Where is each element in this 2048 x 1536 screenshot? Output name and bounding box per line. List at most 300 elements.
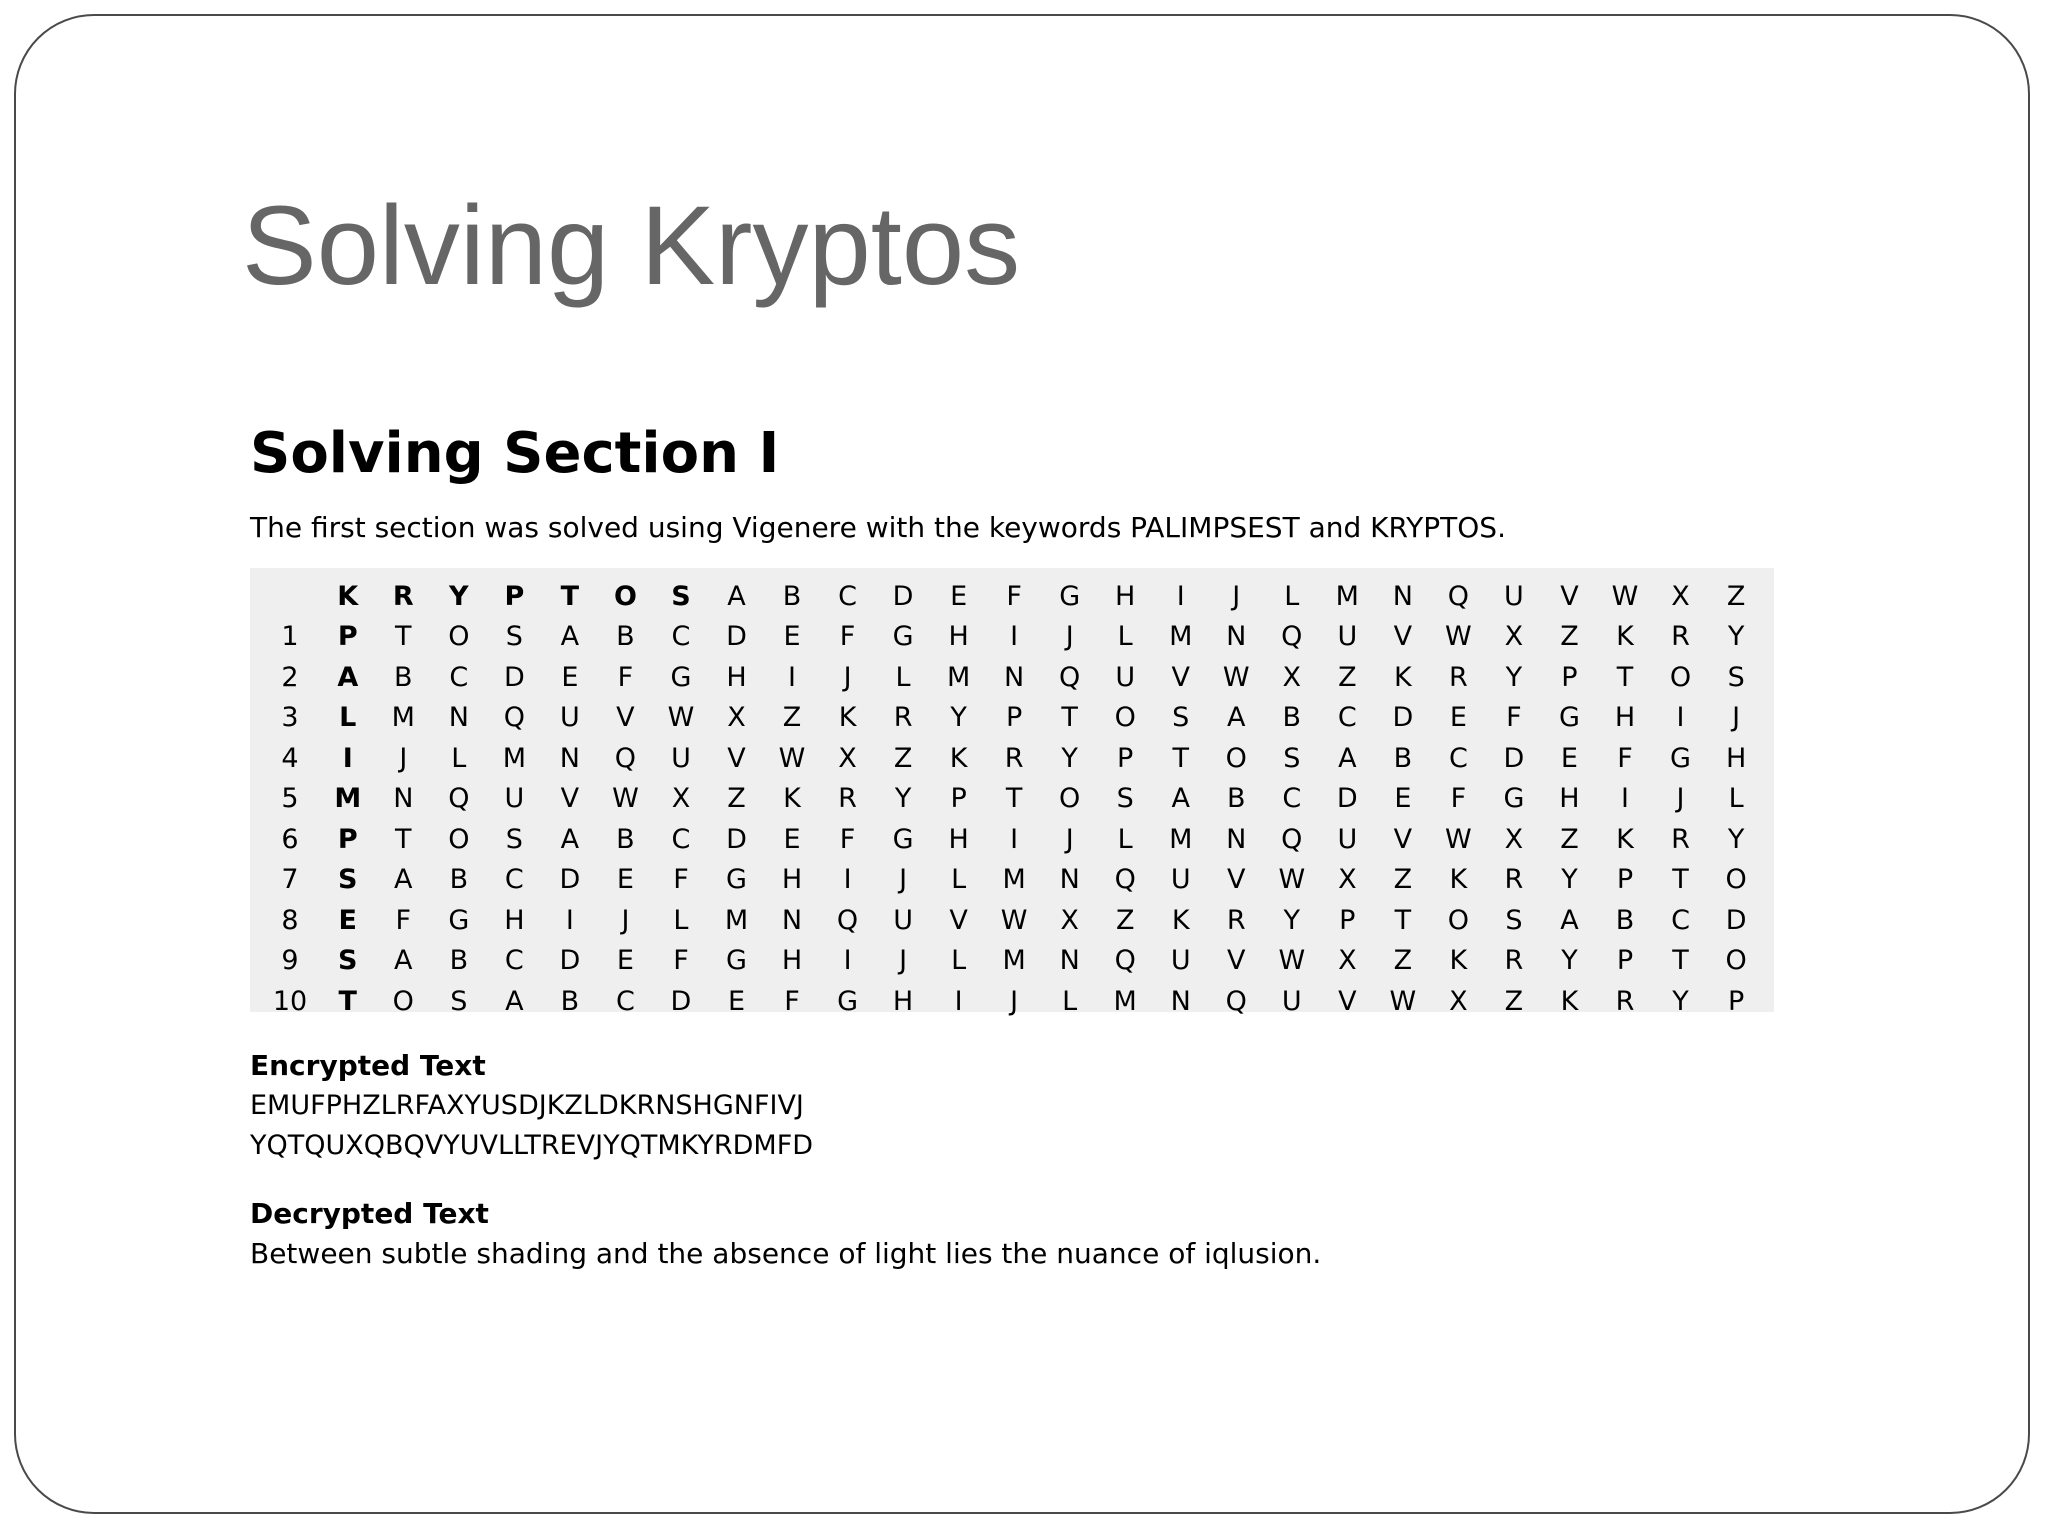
tableau-cell: O	[1669, 661, 1692, 693]
tableau-cell: X	[1449, 985, 1468, 1017]
tableau-cell: D	[503, 661, 525, 693]
tableau-cell: E	[616, 864, 634, 896]
tableau-cell: Q	[1225, 985, 1247, 1017]
tableau-row-number: 7	[281, 864, 299, 896]
tableau-cell: M	[1002, 945, 1026, 977]
tableau-cell: T	[395, 823, 412, 855]
tableau-body	[260, 576, 1764, 1022]
tableau-cell: Q	[1059, 661, 1081, 693]
tableau-cell: N	[559, 742, 580, 774]
tableau-cell: Q	[448, 783, 470, 815]
tableau-header-cell: P	[504, 580, 525, 612]
tableau-cell: R	[1504, 864, 1524, 896]
tableau-row	[260, 819, 1764, 860]
tableau-cell: I	[843, 945, 852, 977]
tableau-cell: Q	[1281, 621, 1303, 653]
tableau-cell: F	[617, 661, 634, 693]
tableau-cell: F	[1450, 783, 1467, 815]
tableau-cell: C	[504, 945, 524, 977]
tableau-cell: Y	[1061, 742, 1078, 774]
tableau-cell: G	[726, 864, 747, 896]
tableau-cell: G	[1558, 702, 1580, 734]
tableau-cell: T	[1672, 945, 1689, 977]
tableau-cell: M	[946, 661, 971, 693]
encrypted-text-label: Encrypted Text	[250, 1049, 486, 1082]
tableau-cell: M	[502, 742, 526, 774]
tableau-cell: V	[727, 742, 746, 774]
tableau-cell: J	[1732, 702, 1741, 734]
tableau-key-letter: T	[338, 985, 357, 1017]
tableau-cell: Y	[1283, 904, 1301, 936]
vigenere-tableau	[250, 568, 1774, 1017]
tableau-cell: B	[560, 985, 580, 1017]
tableau-cell: L	[673, 904, 689, 936]
tableau-cell: D	[1392, 702, 1414, 734]
tableau-cell: I	[1676, 702, 1685, 734]
tableau-header-cell: G	[1059, 580, 1081, 612]
tableau-cell: O	[1725, 864, 1747, 896]
tableau-cell: H	[726, 661, 747, 693]
tableau-header-cell: J	[1232, 580, 1241, 612]
tableau-cell: G	[1670, 742, 1691, 774]
tableau-cell: I	[1621, 783, 1629, 815]
tableau-cell: L	[895, 661, 911, 693]
tableau-cell: W	[1445, 621, 1472, 653]
tableau-cell: C	[449, 661, 469, 693]
tableau-cell: F	[784, 985, 800, 1017]
tableau-row	[260, 738, 1764, 779]
tableau-cell: W	[1445, 823, 1472, 855]
tableau-cell: R	[1004, 742, 1024, 774]
tableau-cell: E	[561, 661, 579, 693]
tableau-cell: B	[449, 945, 469, 977]
tableau-cell: B	[1227, 783, 1246, 815]
tableau-row	[260, 698, 1764, 739]
tableau-cell: C	[671, 621, 691, 653]
tableau-cell: O	[448, 621, 470, 653]
tableau-cell: D	[559, 945, 581, 977]
tableau-cell: A	[505, 985, 524, 1017]
tableau-cell: P	[1339, 904, 1356, 936]
slide-content	[250, 416, 1850, 1274]
tableau-cell: O	[1225, 742, 1247, 774]
tableau-cell: M	[1169, 621, 1193, 653]
tableau-header-cell: V	[1560, 580, 1579, 612]
tableau-cell: E	[1449, 702, 1467, 734]
tableau-cell: J	[1065, 621, 1074, 653]
tableau-cell: E	[727, 985, 746, 1017]
tableau-cell: H	[892, 985, 914, 1017]
tableau-cell: X	[1338, 864, 1357, 896]
intro-text: The first section was solved using Vigenere with the keywords PALIMPSEST and KRYPTOS.	[250, 511, 1506, 544]
tableau-cell: M	[1169, 823, 1193, 855]
tableau-cell: Z	[1115, 904, 1135, 936]
tableau-cell: D	[726, 823, 747, 855]
tableau-cell: O	[1725, 945, 1747, 977]
tableau-row	[260, 900, 1764, 941]
tableau-cell: X	[838, 742, 857, 774]
tableau-cell: P	[1117, 742, 1134, 774]
tableau-cell: Q	[503, 702, 525, 734]
tableau-header-cell: M	[1335, 580, 1359, 612]
tableau-cell: H	[948, 621, 969, 653]
tableau-row-number: 9	[281, 945, 299, 977]
tableau-header-cell: T	[560, 580, 580, 612]
tableau-cell: E	[783, 621, 801, 653]
tableau-row-number: 5	[281, 783, 299, 815]
tableau-cell: W	[1278, 945, 1306, 977]
tableau-row	[260, 617, 1764, 658]
tableau-cell: Z	[1338, 661, 1357, 693]
tableau-cell: N	[393, 783, 414, 815]
tableau-cell: H	[948, 823, 969, 855]
tableau-cell: Q	[614, 742, 637, 774]
tableau-cell: I	[1010, 823, 1019, 855]
tableau-cell: X	[1504, 621, 1524, 653]
tableau-cell: Q	[836, 904, 859, 936]
tableau-cell: L	[1728, 783, 1744, 815]
tableau-cell: M	[724, 904, 749, 936]
tableau-cell: J	[843, 661, 852, 693]
tableau-cell: T	[1394, 904, 1412, 936]
tableau-header-cell: L	[1284, 580, 1300, 612]
tableau-cell: Y	[1727, 823, 1745, 855]
tableau-key-letter: S	[338, 945, 358, 977]
tableau-cell: B	[616, 621, 635, 653]
tableau-cell: D	[1725, 904, 1747, 936]
tableau-row-number: 6	[281, 823, 299, 855]
tableau-corner	[260, 576, 320, 617]
tableau-cell: Z	[1393, 864, 1413, 896]
tableau-cell: A	[1338, 742, 1357, 774]
tableau-header-cell: A	[727, 580, 746, 612]
tableau-cell: S	[1116, 783, 1134, 815]
tableau-cell: K	[1560, 985, 1579, 1017]
tableau-cell: B	[1282, 702, 1302, 734]
tableau-cell: R	[838, 783, 857, 815]
tableau-cell: H	[1725, 742, 1747, 774]
tableau-cell: F	[673, 864, 689, 896]
section-heading: Solving Section I	[250, 421, 780, 486]
tableau-cell: O	[1059, 783, 1081, 815]
tableau-cell: C	[1337, 702, 1357, 734]
tableau-cell: S	[450, 985, 468, 1017]
tableau-cell: N	[1059, 945, 1080, 977]
tableau-cell: A	[1227, 702, 1246, 734]
tableau-cell: Z	[1393, 945, 1413, 977]
tableau-cell: Z	[1560, 621, 1579, 653]
tableau-cell: U	[893, 904, 913, 936]
tableau-cell: C	[1671, 904, 1690, 936]
tableau-cell: B	[1393, 742, 1413, 774]
tableau-header-cell: Y	[449, 580, 469, 612]
tableau-cell: W	[778, 742, 806, 774]
encrypted-line-2: YQTQUXQBQVYUVLLTREVJYQTMKYRDMFD	[250, 1130, 814, 1161]
tableau-cell: S	[1283, 742, 1301, 774]
tableau-cell: Y	[1505, 661, 1523, 693]
tableau-table	[260, 576, 1764, 1022]
tableau-header-cell: Z	[1726, 580, 1746, 612]
tableau-cell: U	[1115, 661, 1136, 693]
tableau-cell: J	[621, 904, 630, 936]
tableau-cell: B	[616, 823, 635, 855]
tableau-row-number: 2	[281, 661, 299, 693]
tableau-cell: S	[1172, 702, 1190, 734]
tableau-cell: R	[1504, 945, 1524, 977]
tableau-cell: N	[1004, 661, 1025, 693]
tableau-cell: Y	[1727, 621, 1745, 653]
tableau-cell: X	[1282, 661, 1302, 693]
tableau-cell: V	[1227, 945, 1246, 977]
tableau-cell: K	[1449, 864, 1468, 896]
tableau-row-number: 1	[281, 621, 299, 653]
tableau-cell: N	[1170, 985, 1191, 1017]
tableau-cell: E	[1560, 742, 1578, 774]
tableau-cell: Z	[1504, 985, 1524, 1017]
tableau-cell: L	[1062, 985, 1078, 1017]
tableau-cell: U	[1281, 985, 1302, 1017]
tableau-cell: T	[1172, 742, 1189, 774]
tableau-row	[260, 981, 1764, 1022]
tableau-cell: R	[1449, 661, 1468, 693]
tableau-cell: Z	[782, 702, 802, 734]
tableau-cell: R	[1615, 985, 1635, 1017]
tableau-header-cell: W	[1611, 580, 1639, 612]
tableau-cell: A	[1171, 783, 1190, 815]
tableau-cell: L	[951, 864, 967, 896]
tableau-cell: K	[1394, 661, 1412, 693]
tableau-header-cell: B	[782, 580, 802, 612]
tableau-row	[260, 860, 1764, 901]
encrypted-line-1: EMUFPHZLRFAXYUSDJKZLDKRNSHGNFIVJ	[250, 1090, 804, 1121]
tableau-cell: N	[781, 904, 803, 936]
tableau-cell: P	[1616, 864, 1634, 896]
tableau-header-cell: N	[1392, 580, 1413, 612]
tableau-cell: L	[951, 945, 967, 977]
tableau-cell: K	[1171, 904, 1190, 936]
tableau-row-number: 8	[281, 904, 299, 936]
tableau-cell: B	[394, 661, 413, 693]
tableau-cell: H	[1614, 702, 1636, 734]
tableau-cell: W	[1000, 904, 1028, 936]
tableau-cell: P	[1616, 945, 1634, 977]
tableau-cell: P	[1561, 661, 1578, 693]
tableau-header-cell: S	[671, 580, 691, 612]
tableau-header-cell: F	[1006, 580, 1022, 612]
tableau-cell: V	[1393, 621, 1413, 653]
tableau-cell: Y	[1561, 864, 1578, 896]
decrypted-text: Between subtle shading and the absence of light lies the nuance of iqlusion.	[250, 1237, 1322, 1270]
tableau-cell: F	[673, 945, 689, 977]
tableau-cell: Y	[1561, 945, 1578, 977]
tableau-cell: X	[1338, 945, 1357, 977]
tableau-cell: G	[892, 621, 914, 653]
tableau-cell: V	[1393, 823, 1413, 855]
tableau-cell: E	[1394, 783, 1412, 815]
tableau-cell: L	[1117, 823, 1133, 855]
tableau-cell: W	[1389, 985, 1417, 1017]
tableau-header-cell: D	[892, 580, 914, 612]
tableau-header-cell: K	[337, 580, 359, 612]
tableau-cell: K	[1616, 621, 1634, 653]
tableau-cell: N	[448, 702, 469, 734]
tableau-header-cell: Q	[1447, 580, 1470, 612]
tableau-cell: E	[616, 945, 634, 977]
tableau-header-cell: R	[392, 580, 414, 612]
tableau-cell: K	[1616, 823, 1634, 855]
tableau-cell: S	[1727, 661, 1745, 693]
tableau-cell: V	[560, 783, 580, 815]
tableau-cell: E	[783, 823, 801, 855]
tableau-cell: X	[727, 702, 746, 734]
tableau-cell: F	[1617, 742, 1633, 774]
tableau-cell: X	[1060, 904, 1079, 936]
tableau-cell: H	[781, 864, 803, 896]
tableau-cell: N	[1226, 621, 1247, 653]
tableau-cell: J	[399, 742, 408, 774]
tableau-header-row	[260, 576, 1764, 617]
tableau-cell: O	[392, 985, 414, 1017]
tableau-cell: A	[560, 621, 580, 653]
tableau-key-letter: M	[334, 783, 362, 815]
tableau-cell: O	[1447, 904, 1470, 936]
tableau-cell: I	[565, 904, 574, 936]
tableau-cell: R	[1226, 904, 1246, 936]
tableau-cell: Z	[893, 742, 913, 774]
tableau-cell: C	[671, 823, 691, 855]
tableau-cell: O	[448, 823, 470, 855]
tableau-cell: G	[726, 945, 747, 977]
tableau-cell: Y	[894, 783, 912, 815]
tableau-cell: W	[1278, 864, 1306, 896]
tableau-cell: D	[1336, 783, 1358, 815]
tableau-header-cell: C	[838, 580, 857, 612]
slide-frame	[14, 14, 2030, 1514]
tableau-cell: W	[612, 783, 639, 815]
tableau-cell: J	[1010, 985, 1019, 1017]
tableau-cell: W	[667, 702, 695, 734]
tableau-cell: X	[1504, 823, 1524, 855]
tableau-header-cell: H	[1115, 580, 1136, 612]
tableau-cell: C	[1282, 783, 1302, 815]
tableau-key-letter: I	[342, 742, 353, 774]
tableau-cell: N	[1059, 864, 1080, 896]
tableau-cell: X	[671, 783, 691, 815]
tableau-cell: G	[892, 823, 914, 855]
tableau-key-letter: P	[337, 823, 358, 855]
tableau-cell: R	[1671, 621, 1690, 653]
tableau-cell: U	[504, 783, 525, 815]
tableau-cell: A	[394, 945, 413, 977]
tableau-cell: A	[560, 823, 580, 855]
tableau-cell: B	[449, 864, 469, 896]
tableau-cell: A	[1560, 904, 1579, 936]
tableau-cell: K	[838, 702, 857, 734]
tableau-cell: R	[893, 702, 913, 734]
tableau-cell: L	[1117, 621, 1133, 653]
tableau-cell: F	[839, 621, 856, 653]
tableau-cell: I	[843, 864, 852, 896]
tableau-key-letter: A	[337, 661, 359, 693]
tableau-header-cell: E	[950, 580, 968, 612]
tableau-cell: T	[1061, 702, 1078, 734]
tableau-cell: N	[1226, 823, 1247, 855]
tableau-cell: M	[1002, 864, 1026, 896]
tableau-cell: L	[451, 742, 467, 774]
tableau-cell: K	[949, 742, 968, 774]
tableau-cell: B	[1615, 904, 1635, 936]
tableau-cell: U	[1170, 864, 1191, 896]
decrypted-text-label: Decrypted Text	[250, 1197, 489, 1230]
tableau-cell: F	[1506, 702, 1522, 734]
tableau-cell: G	[837, 985, 859, 1017]
tableau-cell: R	[1671, 823, 1690, 855]
tableau-key-letter: E	[338, 904, 357, 936]
tableau-cell: I	[1010, 621, 1019, 653]
tableau-cell: U	[560, 702, 580, 734]
tableau-cell: C	[615, 985, 635, 1017]
tableau-cell: M	[1113, 985, 1137, 1017]
tableau-header-cell: X	[1671, 580, 1690, 612]
tableau-cell: I	[788, 661, 796, 693]
tableau-header-cell: I	[1176, 580, 1185, 612]
tableau-key-letter: S	[338, 864, 358, 896]
tableau-cell: J	[1065, 823, 1074, 855]
tableau-cell: O	[1114, 702, 1136, 734]
tableau-cell: T	[1616, 661, 1634, 693]
tableau-cell: S	[1505, 904, 1523, 936]
tableau-cell: J	[1676, 783, 1685, 815]
tableau-cell: G	[1503, 783, 1525, 815]
tableau-cell: C	[504, 864, 524, 896]
tableau-cell: T	[395, 621, 412, 653]
tableau-cell: H	[504, 904, 525, 936]
tableau-row	[260, 779, 1764, 820]
tableau-cell: S	[505, 823, 523, 855]
tableau-cell: D	[670, 985, 692, 1017]
tableau-cell: V	[1338, 985, 1357, 1017]
tableau-cell: D	[726, 621, 747, 653]
tableau-header-cell: O	[613, 580, 637, 612]
tableau-cell: F	[395, 904, 412, 936]
tableau-cell: G	[448, 904, 470, 936]
tableau-cell: D	[559, 864, 581, 896]
tableau-row	[260, 657, 1764, 698]
tableau-cell: U	[1337, 823, 1358, 855]
tableau-cell: U	[1337, 621, 1358, 653]
tableau-header-cell: U	[1504, 580, 1524, 612]
tableau-cell: Q	[1114, 864, 1136, 896]
tableau-cell: W	[1222, 661, 1250, 693]
tableau-cell: H	[781, 945, 803, 977]
tableau-cell: Z	[1560, 823, 1579, 855]
tableau-cell: Q	[1114, 945, 1136, 977]
tableau-cell: Z	[727, 783, 746, 815]
slide-title: Solving Kryptos	[242, 183, 1021, 308]
tableau-cell: M	[391, 702, 415, 734]
tableau-cell: V	[616, 702, 635, 734]
tableau-cell: V	[1227, 864, 1246, 896]
tableau-cell: H	[1559, 783, 1580, 815]
tableau-cell: F	[839, 823, 856, 855]
tableau-cell: T	[1672, 864, 1689, 896]
tableau-cell: V	[1171, 661, 1190, 693]
tableau-cell: I	[954, 985, 963, 1017]
tableau-row	[260, 941, 1764, 982]
tableau-cell: V	[949, 904, 968, 936]
tableau-cell: U	[671, 742, 691, 774]
tableau-cell: S	[505, 621, 523, 653]
